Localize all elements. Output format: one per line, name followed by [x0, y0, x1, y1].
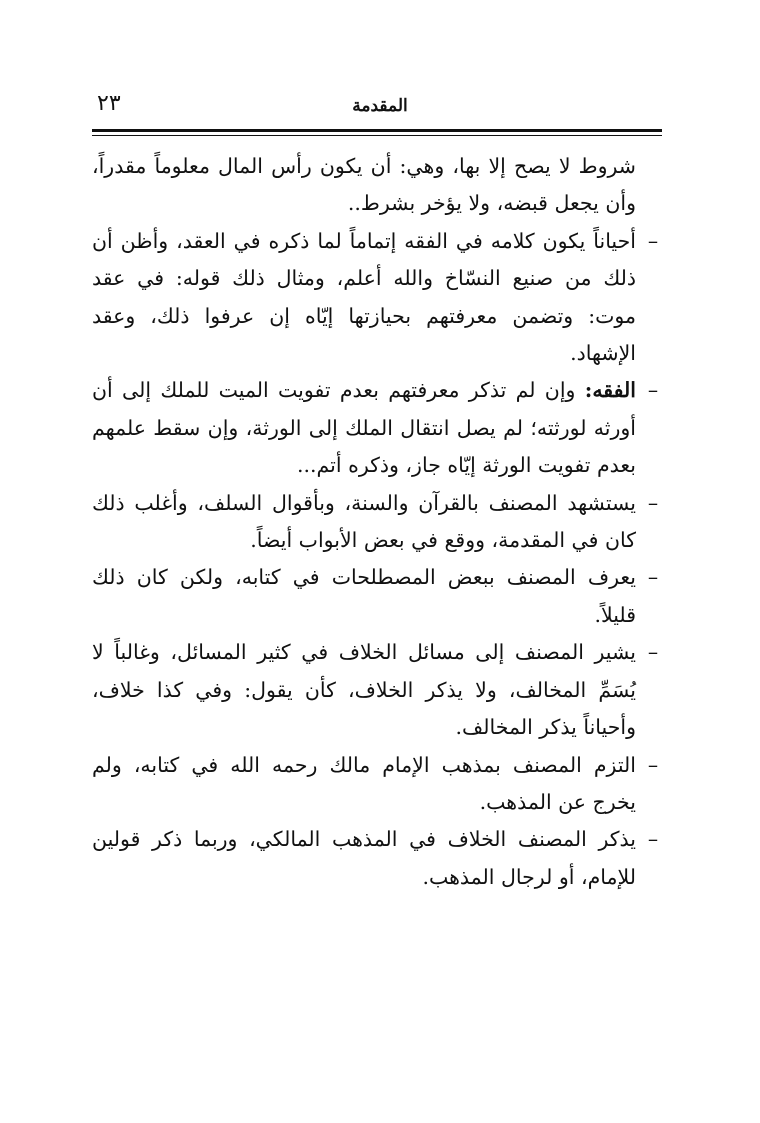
bullet-text: يشير المصنف إلى مسائل الخلاف في كثير المسائل، وغالباً لا يُسَمِّ المخالف، ولا يذكر الخلاف، كأن يقول: وفي كذا خلاف، وأحياناً يذكر المخالف. — [92, 640, 636, 740]
bullet-item-7 — [92, 821, 664, 896]
running-header — [95, 88, 665, 124]
dash-marker: – — [647, 378, 659, 403]
bullet-item-4 — [92, 559, 664, 634]
bullet-item-2 — [92, 372, 664, 484]
page-body — [92, 148, 664, 896]
dash-marker: – — [647, 228, 659, 253]
bullet-item-1 — [92, 223, 664, 373]
bullet-text: يعرف المصنف ببعض المصطلحات في كتابه، ولكن كان ذلك قليلاً. — [92, 565, 636, 627]
chapter-title: المقدمة — [352, 96, 408, 116]
dash-marker: – — [647, 752, 659, 777]
dash-marker: – — [647, 490, 659, 515]
bullet-text: التزم المصنف بمذهب الإمام مالك رحمه الله في كتابه، ولم يخرج عن المذهب. — [92, 752, 636, 814]
continuation-paragraph: شروط لا يصح إلا بها، وهي: أن يكون رأس المال معلوماً مقدراً، وأن يجعل قبضه، ولا يؤخر بشرط.. — [92, 154, 636, 216]
page-number: ٢٣ — [97, 91, 121, 116]
dash-marker: – — [647, 640, 659, 665]
bullet-item-5 — [92, 634, 664, 746]
bullet-item-3 — [92, 485, 664, 560]
bullet-text: يذكر المصنف الخلاف في المذهب المالكي، وربما ذكر قولين للإمام، أو لرجال المذهب. — [92, 827, 636, 889]
header-rule-thin — [92, 135, 662, 136]
dash-marker: – — [647, 565, 659, 590]
dash-marker: – — [647, 827, 659, 852]
bullet-text: يستشهد المصنف بالقرآن والسنة، وبأقوال السلف، وأغلب ذلك كان في المقدمة، ووقع في بعض الأبواب أيضاً. — [92, 490, 636, 553]
bullet-text: وإن لم تذكر معرفتهم بعدم تفويت الميت للملك إلى أن أورثه لورثته؛ لم يصل انتقال الملك إلى الورثة، وإن سقط علمهم بعدم تفويت الورثة إيّاه جاز، وذكره أتم... — [92, 378, 636, 478]
bullet-item-6 — [92, 747, 664, 822]
bullet-lead: الفقه: — [584, 378, 636, 403]
header-rule-thick — [92, 129, 662, 132]
bullet-text: أحياناً يكون كلامه في الفقه إتماماً لما ذكره في العقد، وأظن أن ذلك من صنيع النسّاخ والله أعلم، ومثال ذلك قوله: في عقد موت: وتضمن معرفتهم بحيازتها إيّاه إن عرفوا ذلك، وعقد الإشهاد. — [92, 228, 636, 366]
